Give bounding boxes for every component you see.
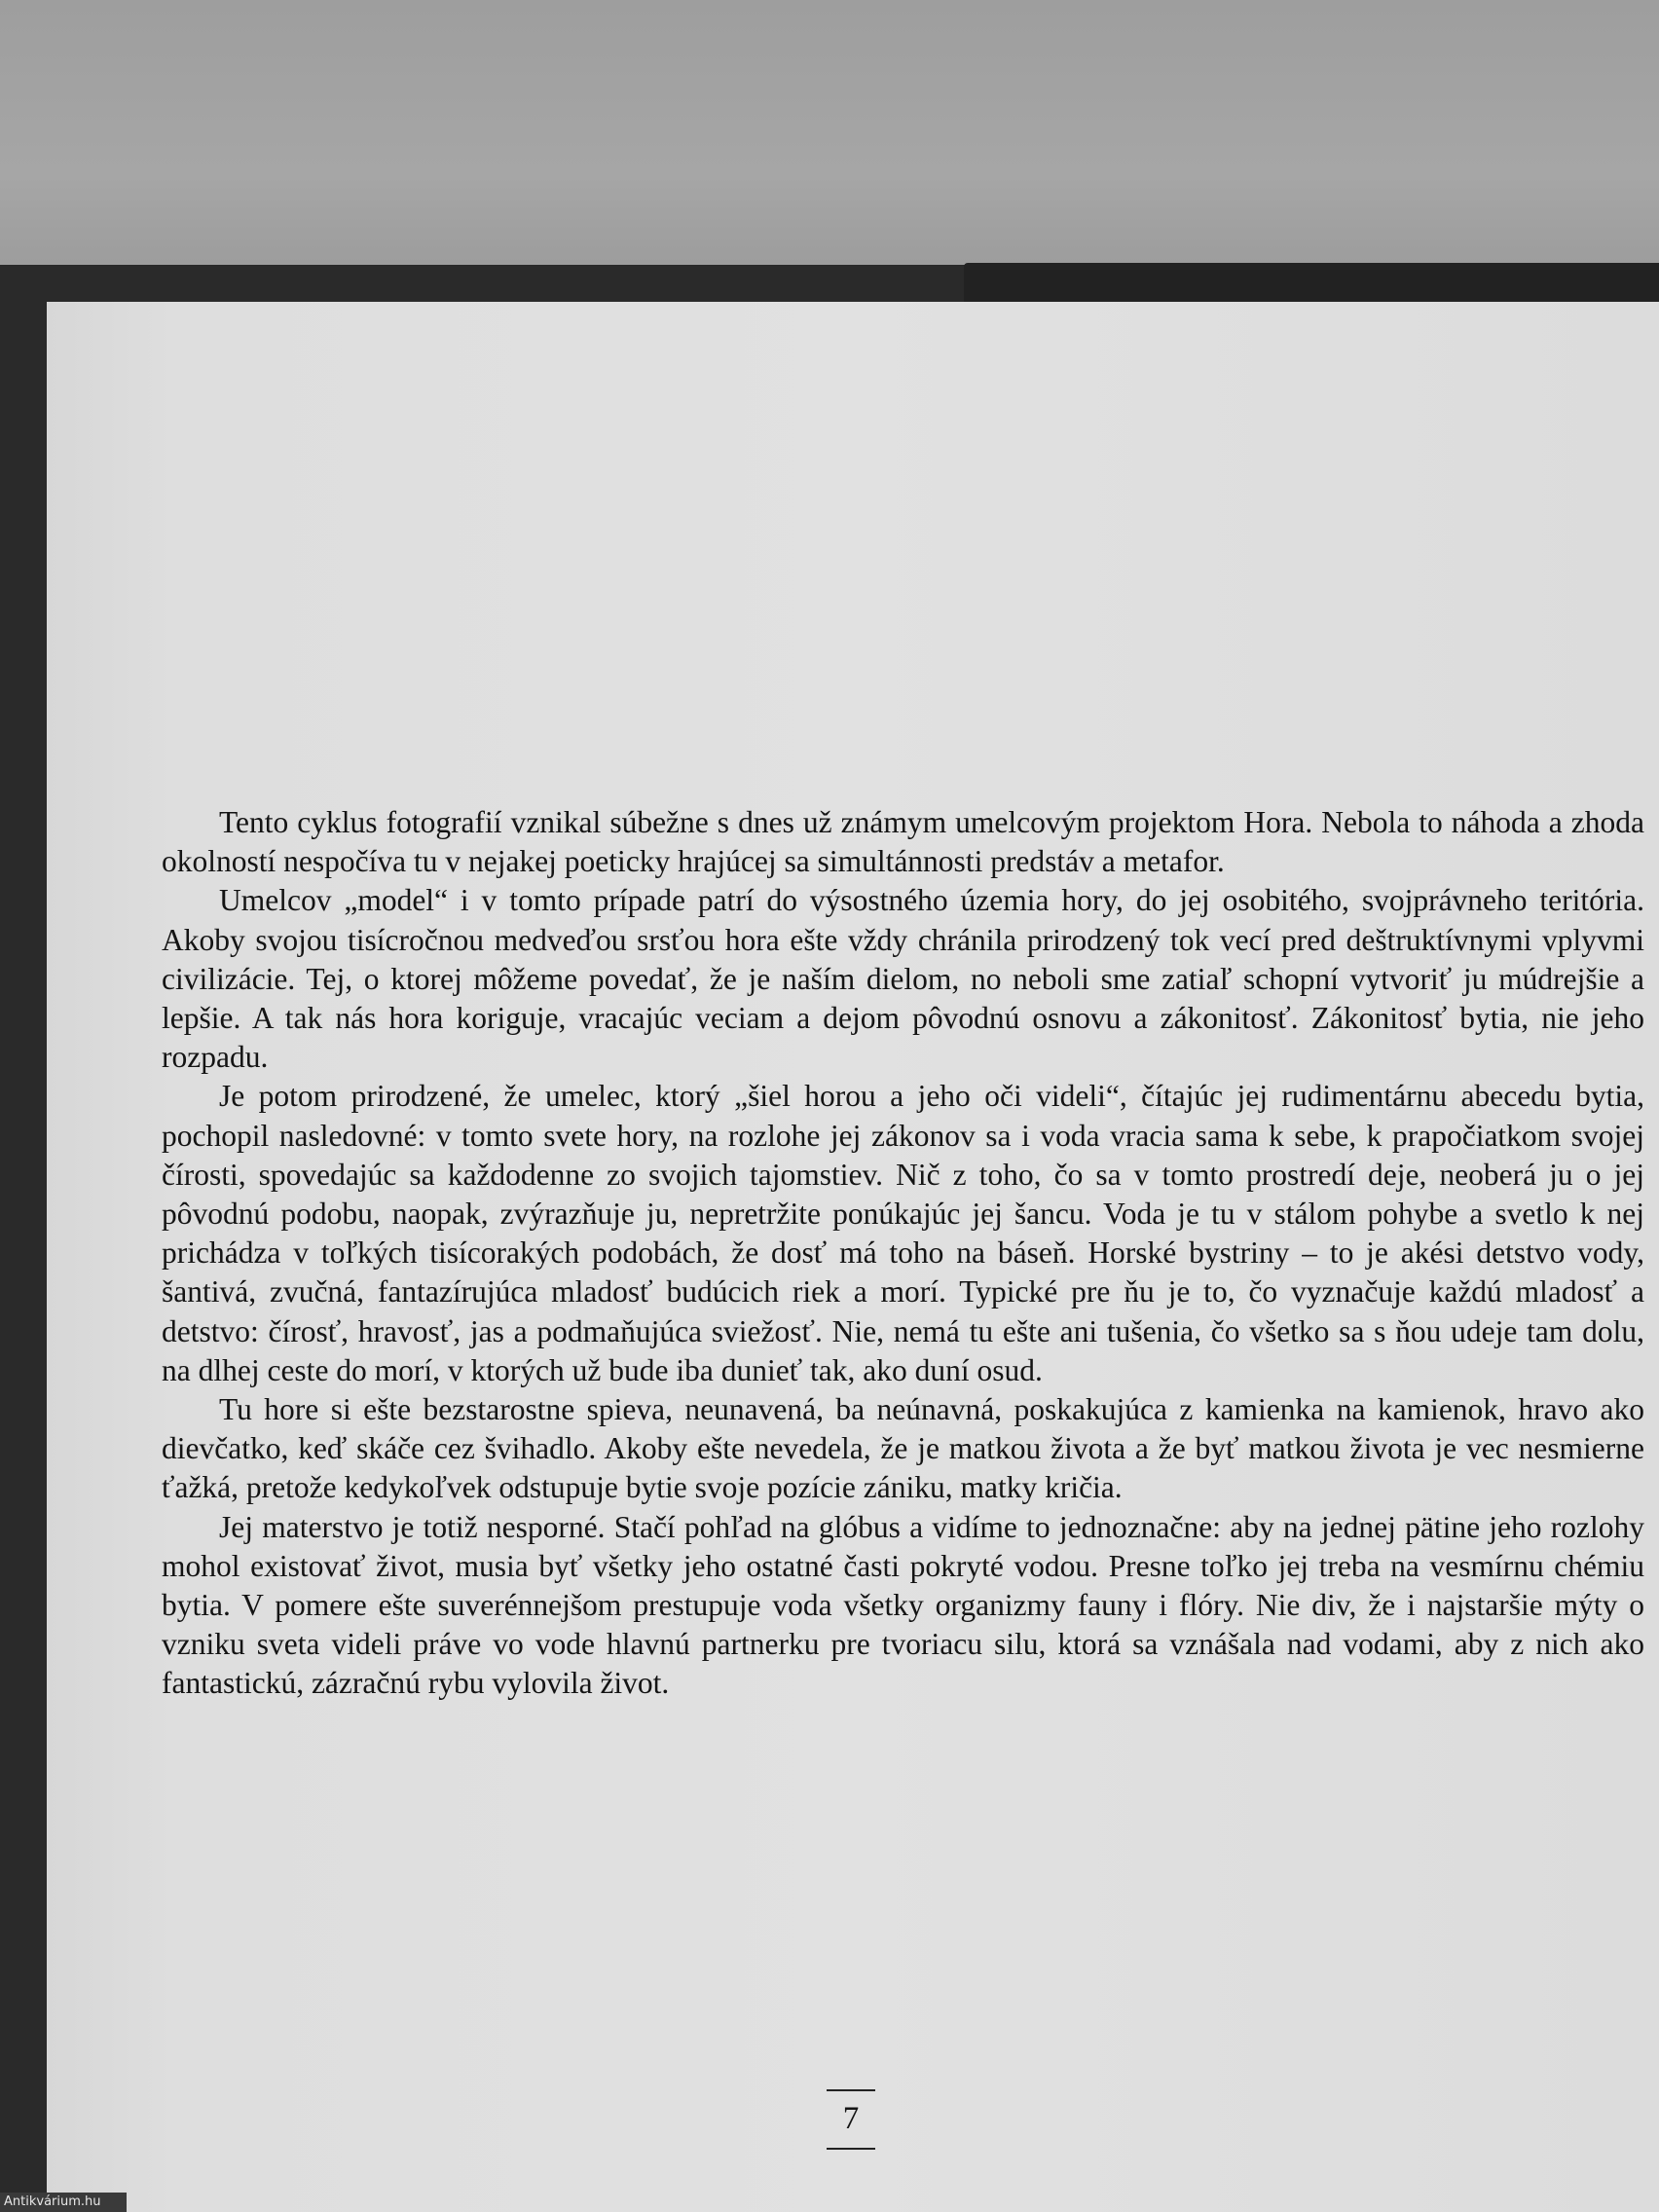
page-number: 7: [827, 2089, 875, 2150]
paragraph-4: Tu hore si ešte bezstarostne spieva, neunavená, ba neúnavná, poskakujúca z kamienka na kamienok, hravo ako dievčatko, keď skáče cez švihadlo. Akoby ešte nevedela, že je matkou života a že byť matkou života je vec nesmierne ťažká, pretože kedykoľvek odstupuje bytie svoje pozície zániku, matky kričia.: [162, 1392, 1644, 1505]
paragraph-5: Jej materstvo je totiž nesporné. Stačí pohľad na glóbus a vidíme to jednoznačne: aby na jednej pätine jeho rozlohy mohol existovať život, musia byť všetky jeho ostatné časti pokryté vodou. Presne toľko jej treba na vesmírnu chémiu bytia. V pomere ešte suverénnejšom prestupuje voda všetky organizmy fauny i flóry. Nie div, že i najstaršie mýty o vzniku sveta videli práve vo vode hlavnú partnerku pre tvoriacu silu, ktorá sa vznášala nad vodami, aby z nich ako fantastickú, zázračnú rybu vylovila život.: [162, 1509, 1644, 1701]
body-text: [162, 803, 1644, 1704]
watermark: Antikvárium.hu: [0, 2193, 127, 2212]
book-cover-edge: [964, 263, 1659, 302]
paragraph-2: Umelcov „model“ i v tomto prípade patrí do výsostného územia hory, do jej osobitého, svojprávneho teritória. Akoby svojou tisícročnou medveďou srsťou hora ešte vždy chránila prirodzený tok vecí pred deštruktívnymi vplyvmi civilizácie. Tej, o ktorej môžeme povedať, že je naším dielom, no neboli sme zatiaľ schopní vytvoriť ju múdrejšie a lepšie. A tak nás hora koriguje, vracajúc veciam a dejom pôvodnú osnovu a zákonitosť. Zákonitosť bytia, nie jeho rozpadu.: [162, 883, 1644, 1075]
book-page: [47, 302, 1659, 2212]
paragraph-1: Tento cyklus fotografií vznikal súbežne s dnes už známym umelcovým projektom Hora. Nebola to náhoda a zhoda okolností nespočíva tu v nejakej poeticky hrajúcej sa simultánnosti predstáv a metafor.: [162, 805, 1644, 879]
paragraph-3: Je potom prirodzené, že umelec, ktorý „šiel horou a jeho oči videli“, čítajúc jej rudimentárnu abecedu bytia, pochopil nasledovné: v tomto svete hory, na rozlohe jej zákonov sa i voda vracia sama k sebe, k prapočiatkom svojej čírosti, spovedajúc sa každodenne zo svojich tajomstiev. Nič z toho, čo sa v tomto prostredí deje, neoberá ju o jej pôvodnú podobu, naopak, zvýrazňuje ju, nepretržite ponúkajúc jej šancu. Voda je tu v stálom pohybe a svetlo k nej prichádza v toľkých tisícorakých podobách, že dosť má toho na báseň. Horské bystriny – to je akési detstvo vody, šantivá, zvučná, fantazírujúca mladosť budúcich riek a morí. Typické pre ňu je to, čo vyznačuje každú mladosť a detstvo: čírosť, hravosť, jas a podmaňujúca sviežosť. Nie, nemá tu ešte ani tušenia, čo všetko sa s ňou udeje tam dolu, na dlhej ceste do morí, v ktorých už bude iba dunieť tak, ako duní osud.: [162, 1079, 1644, 1387]
background-surface: [0, 0, 1659, 292]
